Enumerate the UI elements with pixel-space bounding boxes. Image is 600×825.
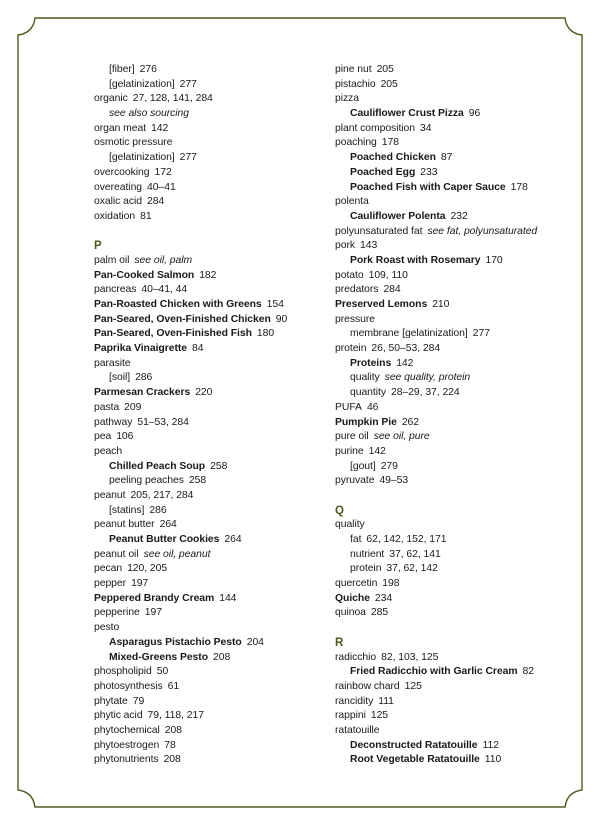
entry-term: pure oil [335,431,369,443]
entry-term: protein [350,563,382,575]
entry-term: Peppered Brandy Cream [94,592,215,604]
page-numbers: 61 [167,680,180,692]
entry-term: [soil] [109,372,131,384]
index-subentry [335,665,575,680]
index-entry [94,166,314,181]
entry-term: phospholipid [94,666,152,678]
page-numbers: 285 [370,607,389,619]
index-subentry [335,753,575,768]
index-subentry [335,562,575,577]
cross-reference: see oil, pure [373,431,430,443]
index-entry [94,254,314,269]
index-entry [94,739,314,754]
index-entry [94,122,314,137]
page-numbers: 96 [468,108,481,120]
page-numbers: 198 [382,578,400,590]
index-entry [94,386,314,401]
page-numbers: 110 [484,754,502,766]
index-column-left [94,63,314,768]
entry-term: pathway [94,416,133,428]
entry-term: rancidity [335,695,374,707]
page-numbers: 234 [374,592,393,604]
entry-term: parasite [94,357,131,369]
entry-term: Pan-Seared, Oven-Finished Fish [94,328,252,340]
index-entry [94,665,314,680]
entry-term: poaching [335,137,377,149]
entry-term: quality [350,372,380,384]
index-entry [335,724,575,739]
entry-term: membrane [gelatinization] [350,328,468,340]
entry-term: protein [335,343,367,355]
index-entry [94,181,314,196]
index-entry [335,651,575,666]
cross-reference: see oil, peanut [143,548,211,560]
entry-term: quantity [350,387,386,399]
entry-term: organic [94,93,128,105]
page-numbers: 182 [199,269,217,281]
entry-term: pork [335,240,356,252]
page-numbers: 258 [188,475,207,487]
index-entry [335,225,575,240]
index-subentry [335,460,575,475]
entry-term: quercetin [335,578,378,590]
index-subentry [335,386,575,401]
index-entry [335,709,575,724]
entry-term: [gelatinization] [109,152,175,164]
page-numbers: 142 [151,122,169,134]
index-entry [94,357,314,372]
page-numbers: 84 [192,343,204,355]
entry-term: oxalic acid [94,196,142,208]
index-subentry [335,166,575,181]
page-numbers: 79 [132,695,145,707]
index-subentry [94,474,314,489]
index-subentry [335,548,575,563]
page-numbers: 34 [420,122,432,134]
entry-term: Pork Roast with Rosemary [350,254,481,266]
entry-term: Poached Egg [350,166,416,178]
index-entry [94,489,314,504]
entry-term: quality [335,519,365,531]
letter-heading: Q [335,504,344,517]
index-subentry [94,636,314,651]
page-numbers: 82 [522,666,535,678]
entry-term: Proteins [350,357,392,369]
entry-term: rainbow chard [335,680,400,692]
page-numbers: 28–29, 37, 224 [391,387,460,399]
index-subentry [335,533,575,548]
index-entry [94,210,314,225]
page-numbers: 233 [420,166,438,178]
section-spacer [94,225,314,240]
index-entry [335,695,575,710]
entry-term: Parmesan Crackers [94,387,191,399]
page-numbers: 50 [156,666,169,678]
page-numbers: 286 [149,504,167,516]
entry-term: [statins] [109,504,145,516]
entry-term: ratatouille [335,724,380,736]
entry-term: peeling peaches [109,475,184,487]
index-entry [94,724,314,739]
page-numbers: 78 [164,739,176,751]
index-subentry [335,327,575,342]
entry-term: Cauliflower Crust Pizza [350,108,464,120]
entry-term: overeating [94,181,143,193]
index-entry [94,195,314,210]
page-numbers: 170 [485,254,503,266]
entry-term: phytoestrogen [94,739,160,751]
entry-term: Cauliflower Polenta [350,210,446,222]
page-numbers: 87 [440,152,453,164]
index-entry [94,92,314,107]
entry-term: purine [335,445,364,457]
page-numbers: 51–53, 284 [137,416,189,428]
index-entry [335,430,575,445]
page-numbers: 205, 217, 284 [130,489,194,501]
index-entry [94,283,314,298]
page-numbers: 209 [124,401,142,413]
page-numbers: 178 [510,181,528,193]
index-subentry [94,460,314,475]
index-entry [335,122,575,137]
index-subentry [335,151,575,166]
entry-term: Deconstructed Ratatouille [350,739,478,751]
page-numbers: 284 [146,196,165,208]
entry-term: phytate [94,695,128,707]
entry-term: Mixed-Greens Pesto [109,651,208,663]
index-subentry [94,151,314,166]
page-numbers: 172 [154,166,172,178]
page-numbers: 40–41, 44 [141,284,188,296]
entry-term: Root Vegetable Ratatouille [350,754,480,766]
index-entry [94,136,314,151]
entry-term: Pumpkin Pie [335,416,397,428]
letter-heading: P [94,240,102,253]
index-entry [335,592,575,607]
page-numbers: 258 [210,460,228,472]
index-entry [94,621,314,636]
entry-term: peanut [94,489,126,501]
index-subentry [94,371,314,386]
page-numbers: 90 [275,313,288,325]
index-entry [94,592,314,607]
entry-term: Peanut Butter Cookies [109,534,220,545]
entry-term: polenta [335,196,369,208]
index-entry [335,78,575,93]
entry-term: pancreas [94,284,137,296]
cross-reference: see oil, palm [134,254,193,266]
entry-term: pyruvate [335,475,375,487]
entry-term: pepper [94,578,127,590]
page-numbers: 180 [256,328,275,340]
index-entry [94,753,314,768]
page-numbers: 49–53 [379,475,409,487]
entry-term: Poached Fish with Caper Sauce [350,181,506,193]
index-entry [335,313,575,328]
index-entry [335,283,575,298]
index-entry [335,401,575,416]
page-numbers: 276 [139,64,157,75]
entry-term: phytonutrients [94,754,159,766]
entry-term: see also sourcing [109,108,190,120]
index-entry [335,445,575,460]
index-entry [94,695,314,710]
index-entry [94,577,314,592]
entry-term: pea [94,431,112,443]
entry-term: palm oil [94,254,130,266]
entry-term: phytic acid [94,710,143,722]
entry-term: overcooking [94,166,150,178]
index-entry [94,518,314,533]
page-numbers: 208 [163,754,181,766]
page-numbers: 277 [179,152,197,164]
entry-term: nutrient [350,548,385,560]
page-numbers: 197 [144,607,162,619]
index-subentry [335,357,575,372]
page-numbers: 112 [482,739,499,751]
index-entry [335,680,575,695]
index-entry [94,680,314,695]
entry-term: [fiber] [109,64,135,75]
entry-term: fat [350,534,362,545]
page-numbers: 37, 62, 141 [389,548,441,560]
index-entry [94,430,314,445]
entry-term: phytochemical [94,724,160,736]
entry-term: PUFA [335,401,362,413]
page-numbers: 205 [380,78,398,90]
entry-term: potato [335,269,364,281]
page-numbers: 264 [159,519,177,531]
entry-term: radicchio [335,651,377,663]
letter-heading: R [335,636,344,649]
page-numbers: 144 [219,592,237,604]
entry-term: [gout] [350,460,376,472]
entry-term: oxidation [94,210,136,222]
entry-term: peanut butter [94,519,155,531]
entry-term: plant composition [335,122,416,134]
entry-term: pizza [335,93,360,105]
index-entry [94,709,314,724]
index-entry [335,474,575,489]
page-numbers: 279 [380,460,398,472]
index-entry [335,136,575,151]
index-entry [94,401,314,416]
index-entry [94,342,314,357]
page-numbers: 125 [370,710,389,722]
entry-term: Fried Radicchio with Garlic Cream [350,666,518,678]
entry-term: Pan-Cooked Salmon [94,269,195,281]
page-numbers: 232 [450,210,468,222]
entry-term: Poached Chicken [350,152,436,164]
page-numbers: 204 [246,636,264,648]
entry-term: pecan [94,563,123,575]
index-entry [335,416,575,431]
entry-term: pasta [94,401,120,413]
page-numbers: 210 [432,299,450,310]
index-entry [335,577,575,592]
page-numbers: 178 [381,137,399,149]
entry-term: peach [94,445,123,457]
index-entry [335,92,575,107]
page-numbers: 284 [383,284,401,296]
page-numbers: 109, 110 [368,269,408,281]
page-numbers: 208 [164,724,182,736]
page-numbers: 286 [135,372,153,384]
page-numbers: 264 [224,534,242,545]
page-numbers: 120, 205 [127,563,168,575]
index-subentry [335,254,575,269]
page-numbers: 142 [368,445,386,457]
entry-term: pepperine [94,607,140,619]
page-numbers: 82, 103, 125 [381,651,439,663]
entry-term: pressure [335,313,376,325]
page-numbers: 106 [116,431,134,443]
entry-term: photosynthesis [94,680,163,692]
entry-term: predators [335,284,379,296]
index-subentry [335,371,575,386]
index-subentry [94,504,314,519]
entry-term: Preserved Lemons [335,299,428,310]
index-entry [94,269,314,284]
page-numbers: 277 [472,328,490,340]
page-numbers: 81 [140,210,152,222]
index-subentry [94,107,314,122]
entry-term: Asparagus Pistachio Pesto [109,636,242,648]
page-numbers: 27, 128, 141, 284 [132,93,213,105]
index-entry [335,518,575,533]
cross-reference: see quality, protein [384,372,471,384]
index-subentry [94,78,314,93]
page-numbers: 277 [179,78,197,90]
page-numbers: 40–41 [147,181,176,193]
index-entry [335,63,575,78]
page-numbers: 143 [360,240,378,252]
index-subentry [94,651,314,666]
page-numbers: 220 [195,387,213,399]
index-subentry [335,107,575,122]
index-entry [335,269,575,284]
page-numbers: 125 [404,680,422,692]
page-numbers: 197 [131,578,149,590]
entry-term: osmotic pressure [94,137,173,149]
entry-term: polyunsaturated fat [335,225,423,237]
page-numbers: 79, 118, 217 [147,710,204,722]
page-numbers: 46 [366,401,379,413]
page-numbers: 37, 62, 142 [386,563,438,575]
entry-term: pistachio [335,78,376,90]
index-entry [94,445,314,460]
page-numbers: 111 [378,695,394,707]
index-entry [335,298,575,313]
index-subentry [335,210,575,225]
section-spacer [335,621,575,636]
page-numbers: 205 [376,64,394,75]
index-column-right [335,63,575,768]
page-numbers: 208 [213,651,231,663]
page-numbers: 262 [401,416,419,428]
entry-term: [gelatinization] [109,78,175,90]
page-numbers: 26, 50–53, 284 [371,343,441,355]
index-entry [94,327,314,342]
entry-term: Pan-Roasted Chicken with Greens [94,299,262,310]
entry-term: peanut oil [94,548,139,560]
index-subentry [94,63,314,78]
section-spacer [335,489,575,504]
cross-reference: see fat, polyunsaturated [427,225,538,237]
page-numbers: 142 [396,357,414,369]
entry-term: Chilled Peach Soup [109,460,206,472]
index-subentry [335,739,575,754]
index-entry [335,239,575,254]
index-entry [94,548,314,563]
entry-term: rappini [335,710,366,722]
entry-term: quinoa [335,607,366,619]
index-entry [335,342,575,357]
index-subentry [94,533,314,548]
index-entry [94,562,314,577]
index-entry [94,313,314,328]
entry-term: Pan-Seared, Oven-Finished Chicken [94,313,271,325]
index-entry [94,298,314,313]
entry-term: Quiche [335,592,370,604]
index-entry [335,195,575,210]
page-numbers: 62, 142, 152, 171 [366,534,447,545]
entry-term: Paprika Vinaigrette [94,343,187,355]
entry-term: organ meat [94,122,147,134]
index-entry [94,416,314,431]
entry-term: pesto [94,622,120,634]
entry-term: pine nut [335,64,372,75]
index-subentry [335,181,575,196]
index-entry [94,606,314,621]
index-entry [335,606,575,621]
page-numbers: 154 [266,299,284,310]
